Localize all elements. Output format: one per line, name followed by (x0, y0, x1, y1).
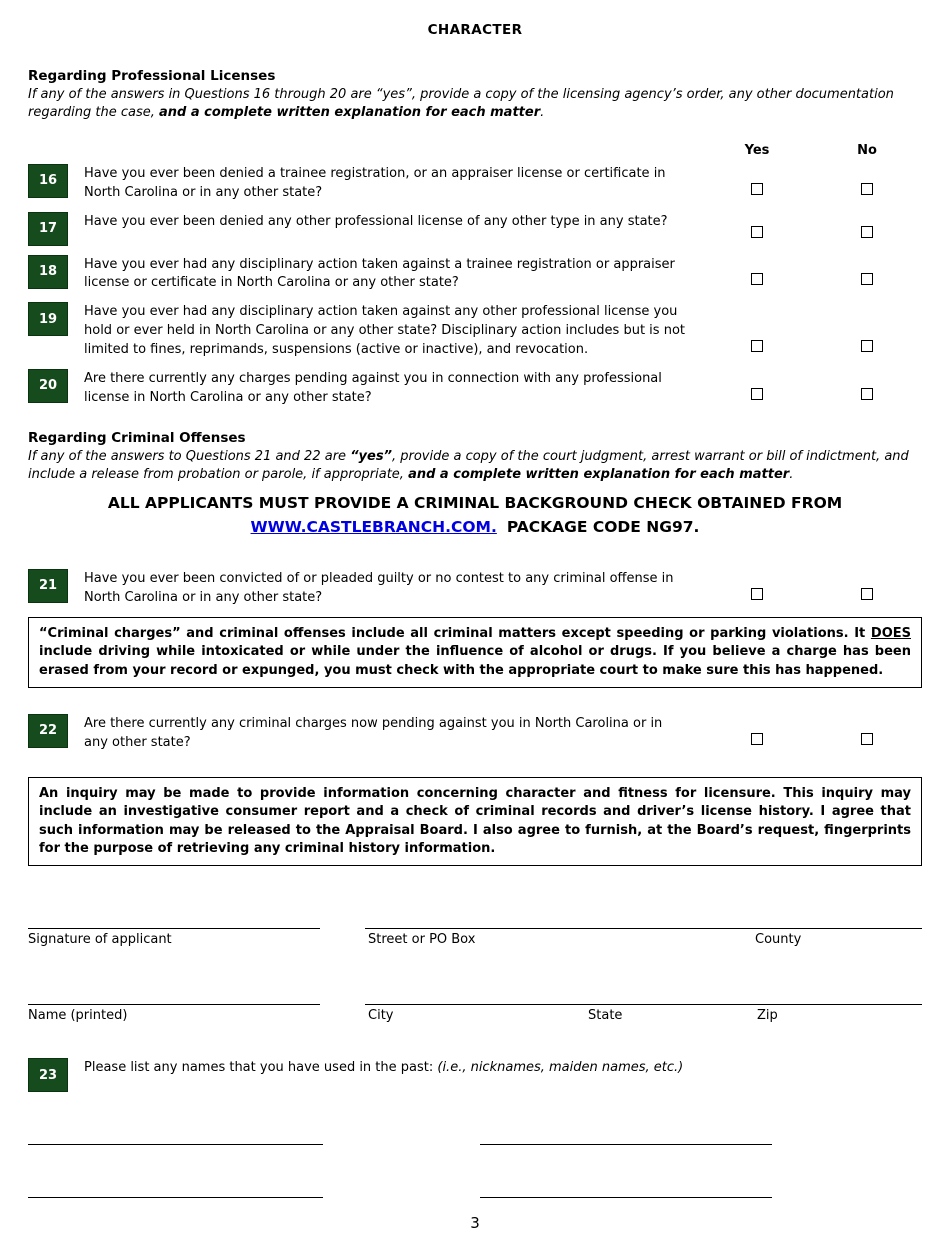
question-22-yes-cell (702, 733, 812, 753)
question-row-22 (28, 714, 922, 753)
yes-no-header-row (28, 143, 922, 158)
professional-licenses-section (28, 68, 922, 408)
printed-name-line[interactable] (28, 990, 320, 1005)
question-23-block (28, 1058, 922, 1198)
q17-no-checkbox[interactable] (861, 226, 873, 238)
criminal-note-text-a: “Criminal charges” and criminal offenses include all criminal matters except speeding or parking violations. It (39, 625, 871, 641)
inquiry-consent-note-box: An inquiry may be made to provide information concerning character and fitness for licensure. This inquiry may include an investigative consumer report and a check of criminal records and driver’s license history. I agree that such information may be released to the Appraisal Board. I also agree to furnish, at the Board’s request, fingerprints for the purpose of retrieving any criminal history information. (28, 777, 922, 867)
previous-name-line-2[interactable] (480, 1130, 772, 1145)
question-20-text: Are there currently any charges pending against you in connection with any professional license in North Carolina or any other state? (84, 370, 662, 405)
question-21-text: Have you ever been convicted of or pleaded guilty or no contest to any criminal offense in North Carolina or in any other state? (84, 570, 674, 605)
question-row-19 (28, 302, 922, 360)
criminal-note-does: DOES (870, 625, 911, 641)
question-19-text: Have you ever had any disciplinary action taken against any other professional license you hold or ever held in North Carolina or any other state? Disciplinary action includes but is not limited to fines, reprimands, suspensions (active or inactive), and revocation. (84, 304, 685, 357)
castlebranch-link[interactable]: WWW.CASTLEBRANCH.COM. (250, 517, 497, 536)
street-county-column (365, 914, 922, 950)
question-23-number: 23 (28, 1058, 68, 1092)
criminal-instructions-1: If any of the answers to Questions 21 and 22 are (28, 448, 351, 464)
question-22-number: 22 (28, 714, 68, 748)
signature-column (28, 914, 320, 950)
question-18-text: Have you ever had any disciplinary action taken against a trainee registration or appraiser license or certificate in North Carolina or any other state? (84, 256, 675, 291)
professional-instructions (28, 86, 922, 123)
previous-name-line-4[interactable] (480, 1183, 772, 1198)
background-check-banner (28, 492, 922, 539)
q20-no-checkbox[interactable] (861, 388, 873, 400)
signature-row-2 (28, 990, 922, 1026)
signature-line[interactable] (28, 914, 320, 929)
q18-no-checkbox[interactable] (861, 273, 873, 285)
question-row-16 (28, 164, 922, 203)
question-row-17 (28, 212, 922, 246)
background-check-banner-line2 (28, 516, 922, 539)
q16-yes-checkbox[interactable] (751, 183, 763, 195)
state-label: State (588, 1008, 623, 1024)
criminal-charges-note-box (28, 617, 922, 688)
criminal-instructions-bold: and a complete written explanation for each matter (408, 466, 790, 482)
page-number: 3 (470, 1214, 480, 1233)
question-20-number: 20 (28, 369, 68, 403)
question-17-text: Have you ever been denied any other professional license of any other type in any state? (84, 213, 668, 229)
question-19-yes-cell (702, 340, 812, 360)
question-19-number: 19 (28, 302, 68, 336)
printed-name-column (28, 990, 320, 1026)
question-18-no-cell (812, 273, 922, 293)
question-22-block (28, 714, 922, 753)
q22-yes-checkbox[interactable] (751, 733, 763, 745)
question-20-yes-cell (702, 388, 812, 408)
question-16-text: Have you ever been denied a trainee registration, or an appraiser license or certificate in North Carolina or in any other state? (84, 165, 666, 200)
signature-label: Signature of applicant (28, 932, 172, 948)
question-row-21 (28, 569, 922, 608)
printed-name-label: Name (printed) (28, 1008, 128, 1024)
q18-yes-checkbox[interactable] (751, 273, 763, 285)
question-row-18 (28, 255, 922, 294)
question-17-yes-cell (702, 226, 812, 246)
city-label: City (368, 1008, 394, 1024)
previous-name-line-3[interactable] (28, 1183, 323, 1198)
question-20-no-cell (812, 388, 922, 408)
criminal-instructions (28, 448, 922, 485)
q21-no-checkbox[interactable] (861, 588, 873, 600)
criminal-instructions-2: , provide a copy of the court judgment, arrest warrant or bill of indictment, and include a release from probation or parole, if appropriate, (28, 448, 909, 482)
question-row-23 (28, 1058, 922, 1092)
criminal-offenses-section (28, 430, 922, 867)
criminal-instructions-yes: “yes” (350, 448, 392, 464)
city-state-zip-labels (365, 1008, 922, 1026)
zip-label: Zip (757, 1008, 778, 1024)
previous-names-line-row-2 (28, 1183, 922, 1198)
street-county-labels (365, 932, 922, 950)
question-18-number: 18 (28, 255, 68, 289)
previous-name-line-1[interactable] (28, 1130, 323, 1145)
q19-no-checkbox[interactable] (861, 340, 873, 352)
criminal-instructions-period: . (789, 466, 794, 482)
signature-row-1 (28, 914, 922, 950)
question-21-no-cell (812, 588, 922, 608)
no-column-header: No (857, 142, 877, 158)
question-21-number: 21 (28, 569, 68, 603)
criminal-offenses-heading: Regarding Criminal Offenses (28, 429, 246, 446)
question-16-yes-cell (702, 183, 812, 203)
city-state-zip-column (365, 990, 922, 1026)
question-18-yes-cell (702, 273, 812, 293)
question-21-yes-cell (702, 588, 812, 608)
yes-column-header: Yes (744, 142, 770, 158)
question-23-text-main: Please list any names that you have used in the past: (84, 1060, 438, 1076)
question-22-text: Are there currently any criminal charges now pending against you in North Carolina or in any other state? (84, 715, 663, 750)
package-code-text: PACKAGE CODE NG97. (506, 517, 700, 536)
street-label: Street or PO Box (368, 932, 476, 948)
professional-instructions-bold: and a complete written explanation for each matter (159, 105, 541, 121)
professional-instructions-text: If any of the answers in Questions 16 through 20 are “yes”, provide a copy of the licensing agency’s order, any other documentation regarding the case, (28, 87, 894, 121)
question-19-no-cell (812, 340, 922, 360)
question-22-no-cell (812, 733, 922, 753)
question-16-no-cell (812, 183, 922, 203)
page-title: CHARACTER (427, 22, 523, 38)
question-23-text-hint: (i.e., nicknames, maiden names, etc.) (437, 1060, 684, 1076)
q16-no-checkbox[interactable] (861, 183, 873, 195)
street-county-line[interactable] (365, 914, 922, 929)
background-check-banner-line1: ALL APPLICANTS MUST PROVIDE A CRIMINAL BACKGROUND CHECK OBTAINED FROM (107, 494, 843, 513)
question-23-text (68, 1058, 922, 1078)
county-label: County (755, 932, 802, 948)
question-17-no-cell (812, 226, 922, 246)
question-17-number: 17 (28, 212, 68, 246)
professional-instructions-period: . (540, 105, 545, 121)
question-21-block (28, 569, 922, 688)
q19-yes-checkbox[interactable] (751, 340, 763, 352)
question-16-number: 16 (28, 164, 68, 198)
previous-names-line-row-1 (28, 1130, 922, 1145)
q17-yes-checkbox[interactable] (751, 226, 763, 238)
criminal-note-text-b: include driving while intoxicated or while under the influence of alcohol or drugs. If you believe a charge has been erased from your record or expunged, you must check with the appropriate court to make sure this has happened. (39, 644, 911, 678)
city-state-zip-line[interactable] (365, 990, 922, 1005)
q22-no-checkbox[interactable] (861, 733, 873, 745)
q21-yes-checkbox[interactable] (751, 588, 763, 600)
signature-area (28, 914, 922, 1026)
question-row-20 (28, 369, 922, 408)
professional-licenses-heading: Regarding Professional Licenses (28, 68, 276, 84)
q20-yes-checkbox[interactable] (751, 388, 763, 400)
